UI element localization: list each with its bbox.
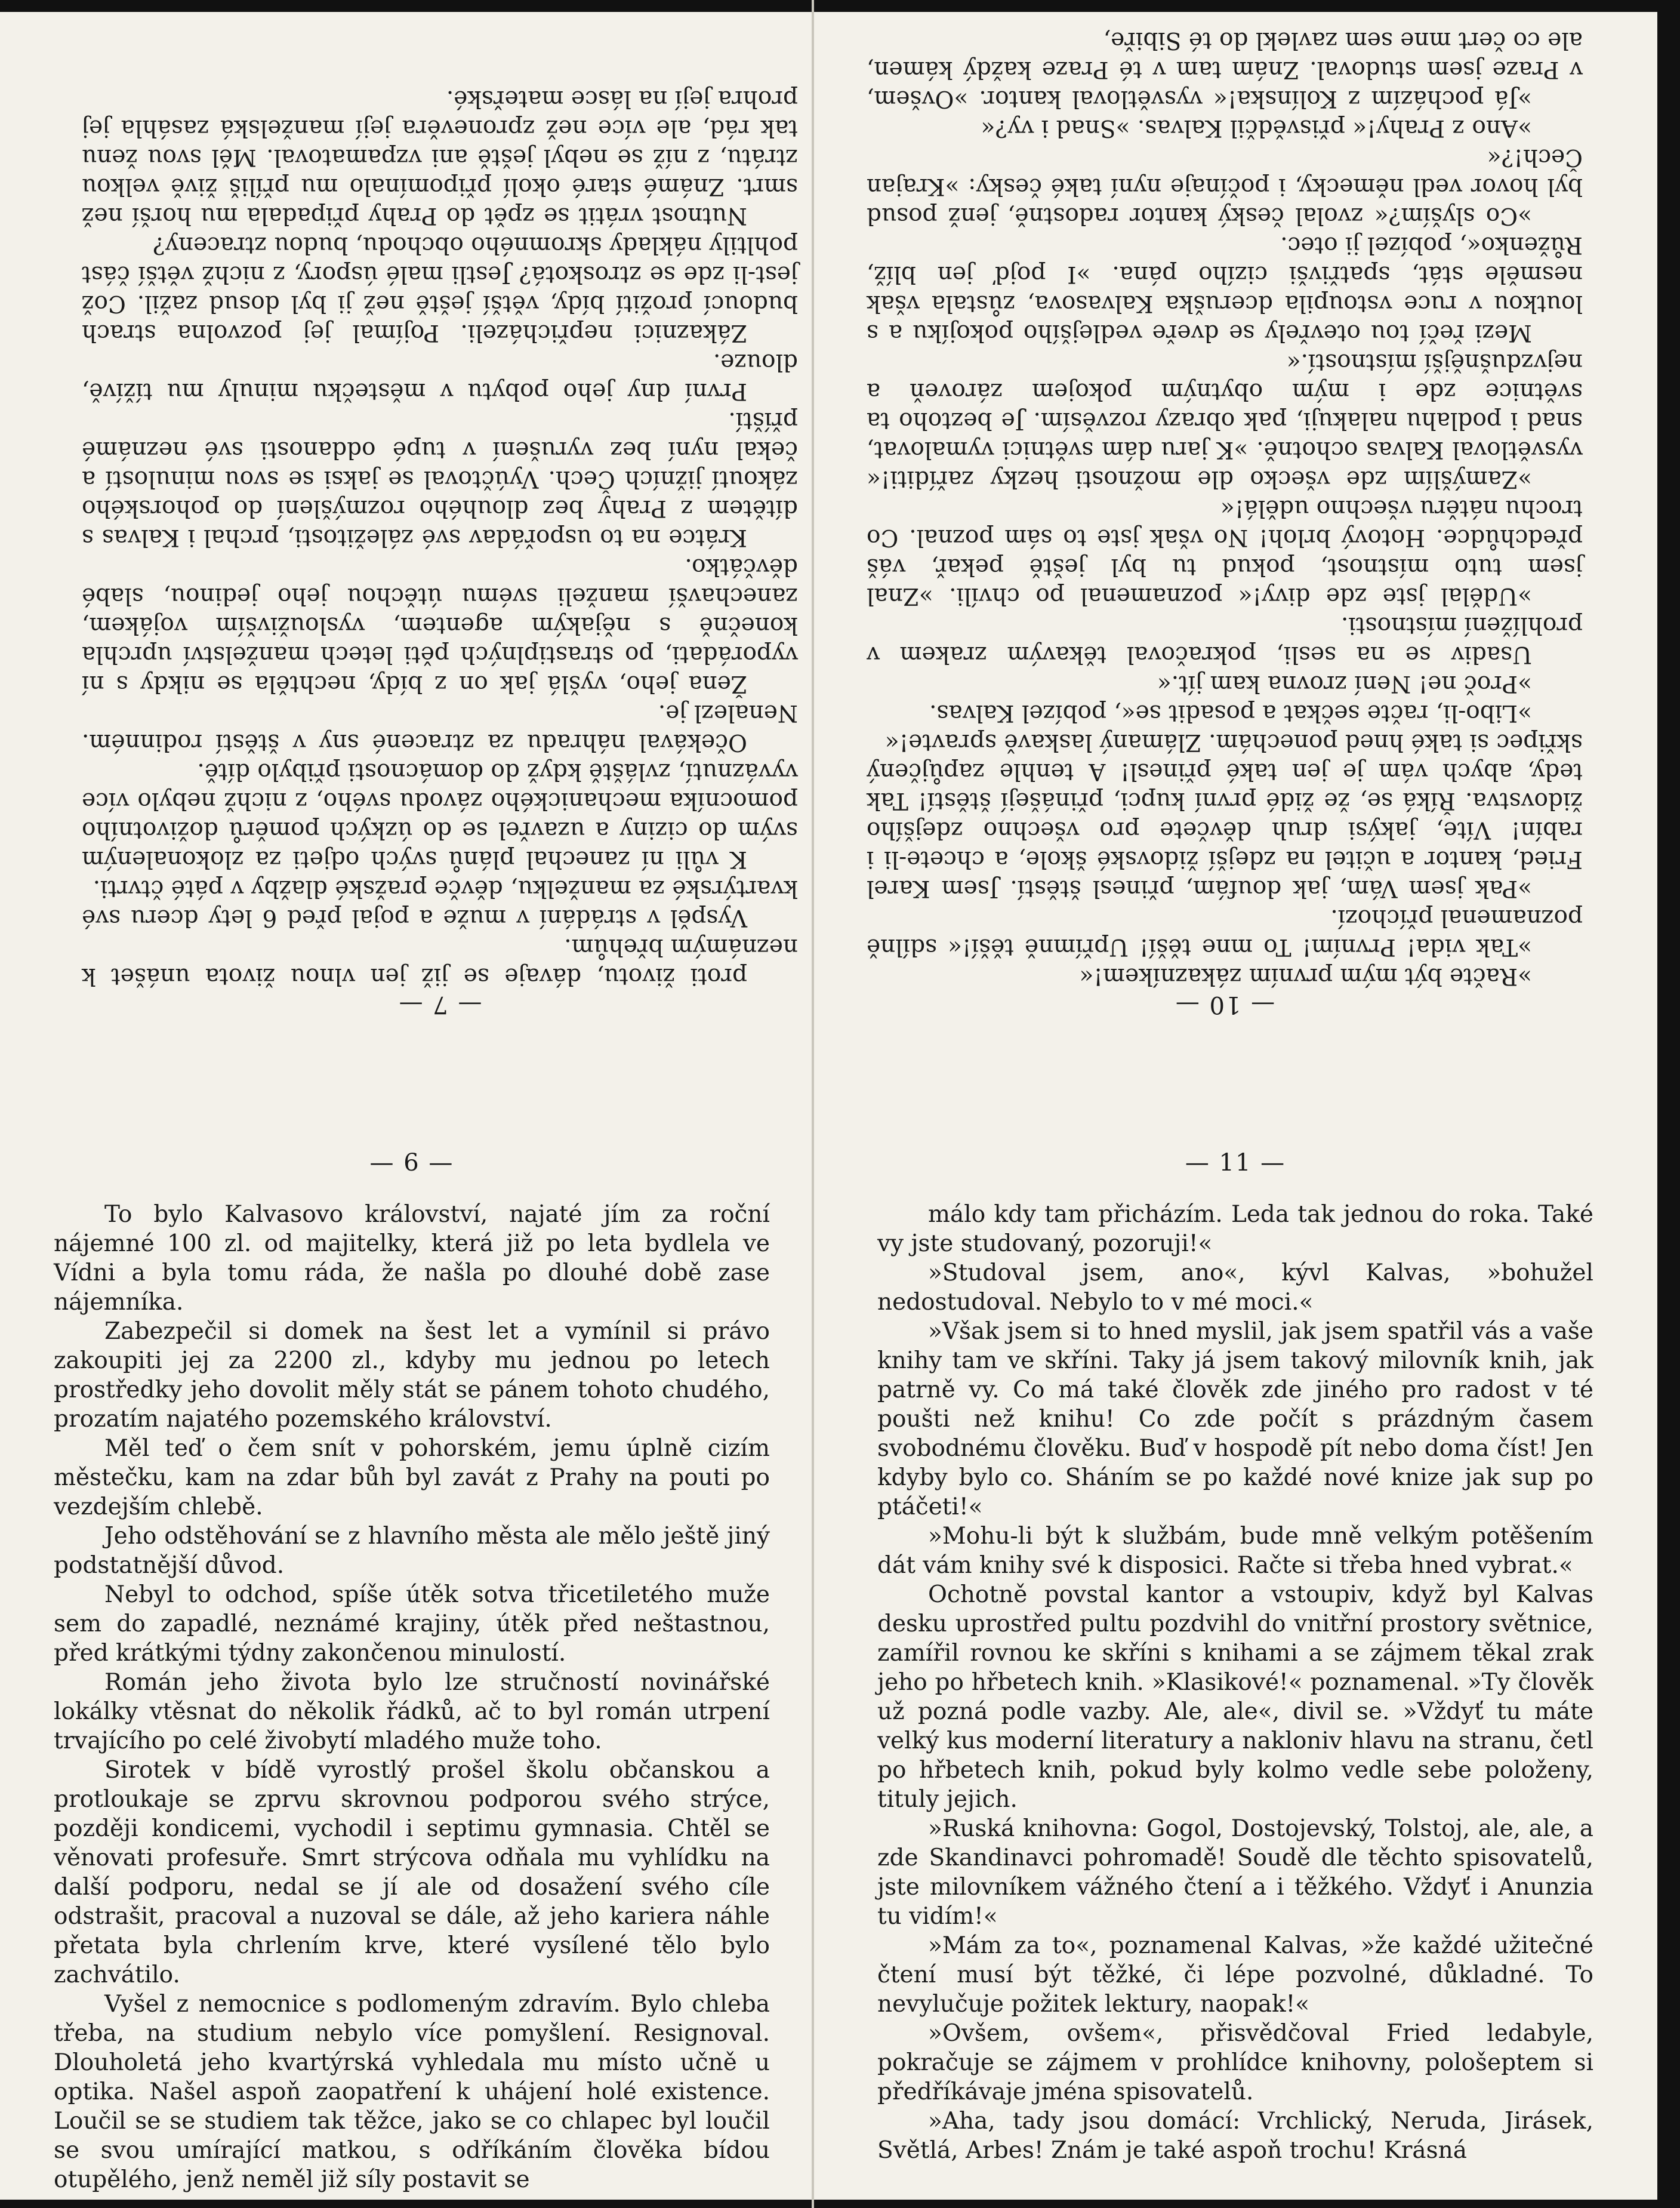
paragraph: »Ruská knihovna: Gogol, Dostojevský, Tolstoj, ale, ale, a zde Skandinavci pohromadě! Soudě dle těchto spisovatelů, jste milovníkem vážného čtení a i těžkého. Vždyť i Anunzia tu vidím!«	[877, 1815, 1593, 1930]
paragraph: K vůli ní zanechal plánů svých odjeti za zlokonaleným svým do ciziny a uzavřel se do úzkých poměrů doživotního pomocníka mechanického závodu svého, z nichž nebylo více vyváznutí, zvláště když do domácnosti přibylo dítě.	[82, 758, 798, 873]
paragraph: Usadiv se na sesli, pokračoval těkavým zrakem v prohlížení místnosti.	[867, 612, 1583, 668]
page-number-11: — 11 —	[1185, 1149, 1286, 1177]
paragraph: Nebyl to odchod, spíše útěk sotva třicetiletého muže sem do zapadlé, neznámé krajiny, útěk před neštastnou, před krátkými týdny zakončenou minulostí.	[54, 1581, 770, 1667]
paragraph: »Co slyším?« zvolal český kantor radostně, jenž posud byl hovor vedl německy, i počínaje nyní také česky: »Krajan Čech!?«	[867, 144, 1583, 229]
paragraph: »Ano z Prahy!« přisvědčil Kalvas. »Snad i vy?«	[981, 115, 1532, 141]
paragraph: »Mohu-li být k službám, bude mně velkým potěšením dát vám knihy své k disposici. Račte si třeba hned vybrat.«	[877, 1523, 1593, 1579]
paragraph: Vyspěl v strádání v muže a pojal před 6 lety dceru své kvartýrské za manželku, děvče pražské dlažby v páté čtvrti.	[82, 875, 798, 931]
paragraph: Nutnost vrátit se zpět do Prahy připadala mu horší než smrt. Známé staré okolí připomínalo mu příliš živě velkou ztrátu, z níž se nebyl ještě ani vzpamatoval. Měl svou ženu tak rád, ale více než zpronevěra její manželská zasáhla jej prohra její na lásce mateřské.	[82, 85, 798, 229]
paragraph: Očekával náhradu za ztracené sny v štěstí rodinném. Nenalezl je.	[82, 700, 798, 756]
paragraph: Zabezpečil si domek na šest let a vymínil si právo zakoupiti jej za 2200 zl., kdyby mu jednou po letech prostředky jeho dovolit měly stát se pánem tohoto chudého, prozatím najatého pozemského království.	[54, 1318, 770, 1433]
page-10	[867, 27, 1583, 991]
scan-border-bottom	[0, 2200, 1680, 2208]
paragraph: To bylo Kalvasovo království, najaté jím za roční nájemné 100 zl. od majitelky, která již po leta bydlela ve Vídni a byla tomu ráda, že našla po dlouhé době zase nájemníka.	[54, 1201, 770, 1316]
paragraph: »Libo-li, račte sečkat a posadit se«, pobízel Kalvas.	[929, 700, 1532, 726]
paragraph: První dny jeho pobytu v městečku minuly mu tížívě, dlouze.	[82, 349, 798, 405]
paragraph: »Tak vida! Prvním! To mne těší! Upřímně těší!« sdílně poznamenal příchozí.	[867, 904, 1583, 960]
page-7-text	[82, 84, 798, 991]
page-7	[82, 69, 798, 991]
paragraph: »Však jsem si to hned myslil, jak jsem spatřil vás a vaše knihy tam ve skříni. Taky já jsem takový milovník knih, jak patrně vy. Co má také člověk zde jiného pro radost v té poušti než knihu! Co zde počít s prázdným časem svobodnému člověku. Buď v hospodě pít nebo doma číst! Jen kdyby bylo co. Sháním se po každé nové knize jak sup po ptáčeti!«	[877, 1318, 1593, 1520]
page-11	[877, 1200, 1593, 2164]
page-number-10: — 10 —	[1174, 991, 1275, 1018]
paragraph: Román jeho života bylo lze stručností novinářské lokálky vtěsnat do několik řádků, ač to byl román utrpení trvajícího po celé živobytí mladého muže toho.	[54, 1669, 770, 1754]
paragraph: Zákaznici nepřicházeli. Pojímal jej pozvolna strach budoucí prožití bídy, větší ještě než ji byl dosud zažil. Což jest-li zde se ztroskotá? Jestli malé úspory, z nichž větší část pohltily náklady skromného obchodu, budou ztraceny?	[82, 232, 798, 346]
paragraph: Mezi řečí tou otevřely se dveře vedlejšího pokojíku a s loutkou v ruce vstoupila dceruška Kalvasova, zůstala však nesměle stát, spatřivši cizího pána. »I pojď jen blíž, Růženko«, pobízel ji otec.	[867, 232, 1583, 346]
page-number-7: — 7 —	[397, 991, 482, 1018]
paragraph: proti životu, dávaje se již jen vlnou života unášet k neznámým břehům.	[82, 934, 798, 990]
page-number-6: — 6 —	[369, 1149, 454, 1177]
paragraph: Jeho odstěhování se z hlavního města ale mělo ještě jiný podstatnější důvod.	[54, 1523, 770, 1579]
paragraph: Ochotně povstal kantor a vstoupiv, když byl Kalvas desku uprostřed pultu pozdvihl do vnitřní prostory světnice, zamířil rovnou ke skříni s knihami a se zájmem těkal zrak jeho po hřbetech knih. »Klasikové!« poznamenal. »Ty člověk už pozná podle vazby. Ale, ale«, divil se. »Vždyť tu máte velký kus moderní literatury a nakloniv hlavu na stranu, četl po hřbetech knih, pokud byly kolmo vedle sebe položeny, tituly jejich.	[877, 1581, 1593, 1813]
paragraph: Vyšel z nemocnice s podlomeným zdravím. Bylo chleba třeba, na studium nebylo více pomyšlení. Resignoval. Dlouholetá jeho kvartýrská vyhledala mu místo učně u optika. Našel aspoň zaopatření k uhájení holé existence. Loučil se se studiem tak těžce, jako se co chlapec byl loučil se svou umírající matkou, s odříkáním člověka bídou otupělého, jenž neměl již síly postavit se	[54, 1991, 770, 2193]
paragraph: »Pak jsem Vám, jak doufám, přinesl štěstí. Jsem Karel Fried, kantor a učitel na zdejší židovské škole, a chcete-li i rabín! Víte, jakýsi druh děvčete pro všechno zdejšího židovstva. Říká se, že židé první kupci, přinášejí štěstí! Tak tedy, abych vám je jen také přinesl! A tenhle zapůjčený skřipec si také hned ponechám. Zlámaný laskavě spravte!«	[867, 729, 1583, 902]
paragraph: »Proč ne! Není zrovna kam jít.«	[1157, 670, 1532, 697]
page-6	[54, 1200, 770, 2193]
paragraph: Žena jeho, vyšlá jak on z bídy, nechtěla se nikdy s ní vyporádati, po strastiplných pěti letech manželství uprchla konečně s nějakým agentem, vyslouživším vojákem, zanechavší manželi svému útěchou jeho jedinou, slabé děvčátko.	[82, 553, 798, 697]
paragraph: málo kdy tam přicházím. Leda tak jednou do roka. Také vy jste studovaný, pozoruji!«	[877, 1201, 1593, 1257]
paragraph: »Já pocházím z Kolínska!« vysvětloval kantor. »Ovšem, v Praze jsem studoval. Znám tam v té Praze každý kámen, ale co čert mne sem zavlekl do té Sibiře,	[867, 27, 1583, 112]
paragraph: »Udělal jste zde divy!« poznamenal po chvíli. »Znal jsem tuto místnost, pokud tu byl ještě pekař, váš předchůdce. Hotový brloh! No však jste to sám poznal. Co trochu nátěru všechno udělá!«	[867, 495, 1583, 609]
paragraph: »Zamýšlím zde všecko dle možnosti hezky zaříditi!« vysvětloval Kalvas ochotně. »K jaru dám světnici vymalovat, snad i podlahu nalakuji, pak obrazy rozvěsím. Je beztoho ta světnice zde i mým obytným pokojem zároveň a nejvzdušnější místností.«	[867, 349, 1583, 492]
paragraph: »Studoval jsem, ano«, kývl Kalvas, »bohužel nedostudoval. Nebylo to v mé moci.«	[877, 1259, 1593, 1316]
paragraph: Krátce na to uspořádav své záležitosti, prchal i Kalvas s dítětem z Prahy bez dlouhého rozmýšlení do pohorského zákoutí jižních Čech. Vyúčtoval se jaksi se svou minulostí a čekal nyní bez vyrušení v tupé oddanosti své neznámé příští.	[82, 407, 798, 551]
paragraph: »Ovšem, ovšem«, přisvědčoval Fried ledabyle, pokračuje se zájmem v prohlídce knihovny, pološeptem si předříkávaje jména spisovatelů.	[877, 2020, 1593, 2105]
page-10-text	[867, 26, 1583, 991]
paragraph: Sirotek v bídě vyrostlý prošel školu občanskou a protloukaje se zprvu skrovnou podporou svého strýce, později kondicemi, vychodil i septimu gymnasia. Chtěl se věnovati profesuře. Smrt strýcova odňala mu vyhlídku na další podporu, nedal se jí ale od dosažení svého cíle odstrašit, pracoval a nuzoval se dále, až jeho kariera náhle přetata byla chrlením krve, které vysílené tělo bylo zachvátilo.	[54, 1757, 770, 1988]
paragraph: Měl teď o čem snít v pohorském, jemu úplně cizím městečku, kam na zdar bůh byl zavát z Prahy na pouti po vezdejším chlebě.	[54, 1435, 770, 1520]
paragraph: »Mám za to«, poznamenal Kalvas, »že každé užitečné čtení musí být těžké, či lépe pozvolné, důkladné. To nevylučuje požitek lektury, naopak!«	[877, 1932, 1593, 2018]
paragraph: »Račte být mým prvním zákazníkem!«	[1079, 963, 1532, 990]
upside-down-half	[0, 0, 1680, 1045]
paragraph: »Aha, tady jsou domácí: Vrchlický, Neruda, Jirásek, Světlá, Arbes! Znám je také aspoň trochu! Krásná	[877, 2108, 1593, 2164]
